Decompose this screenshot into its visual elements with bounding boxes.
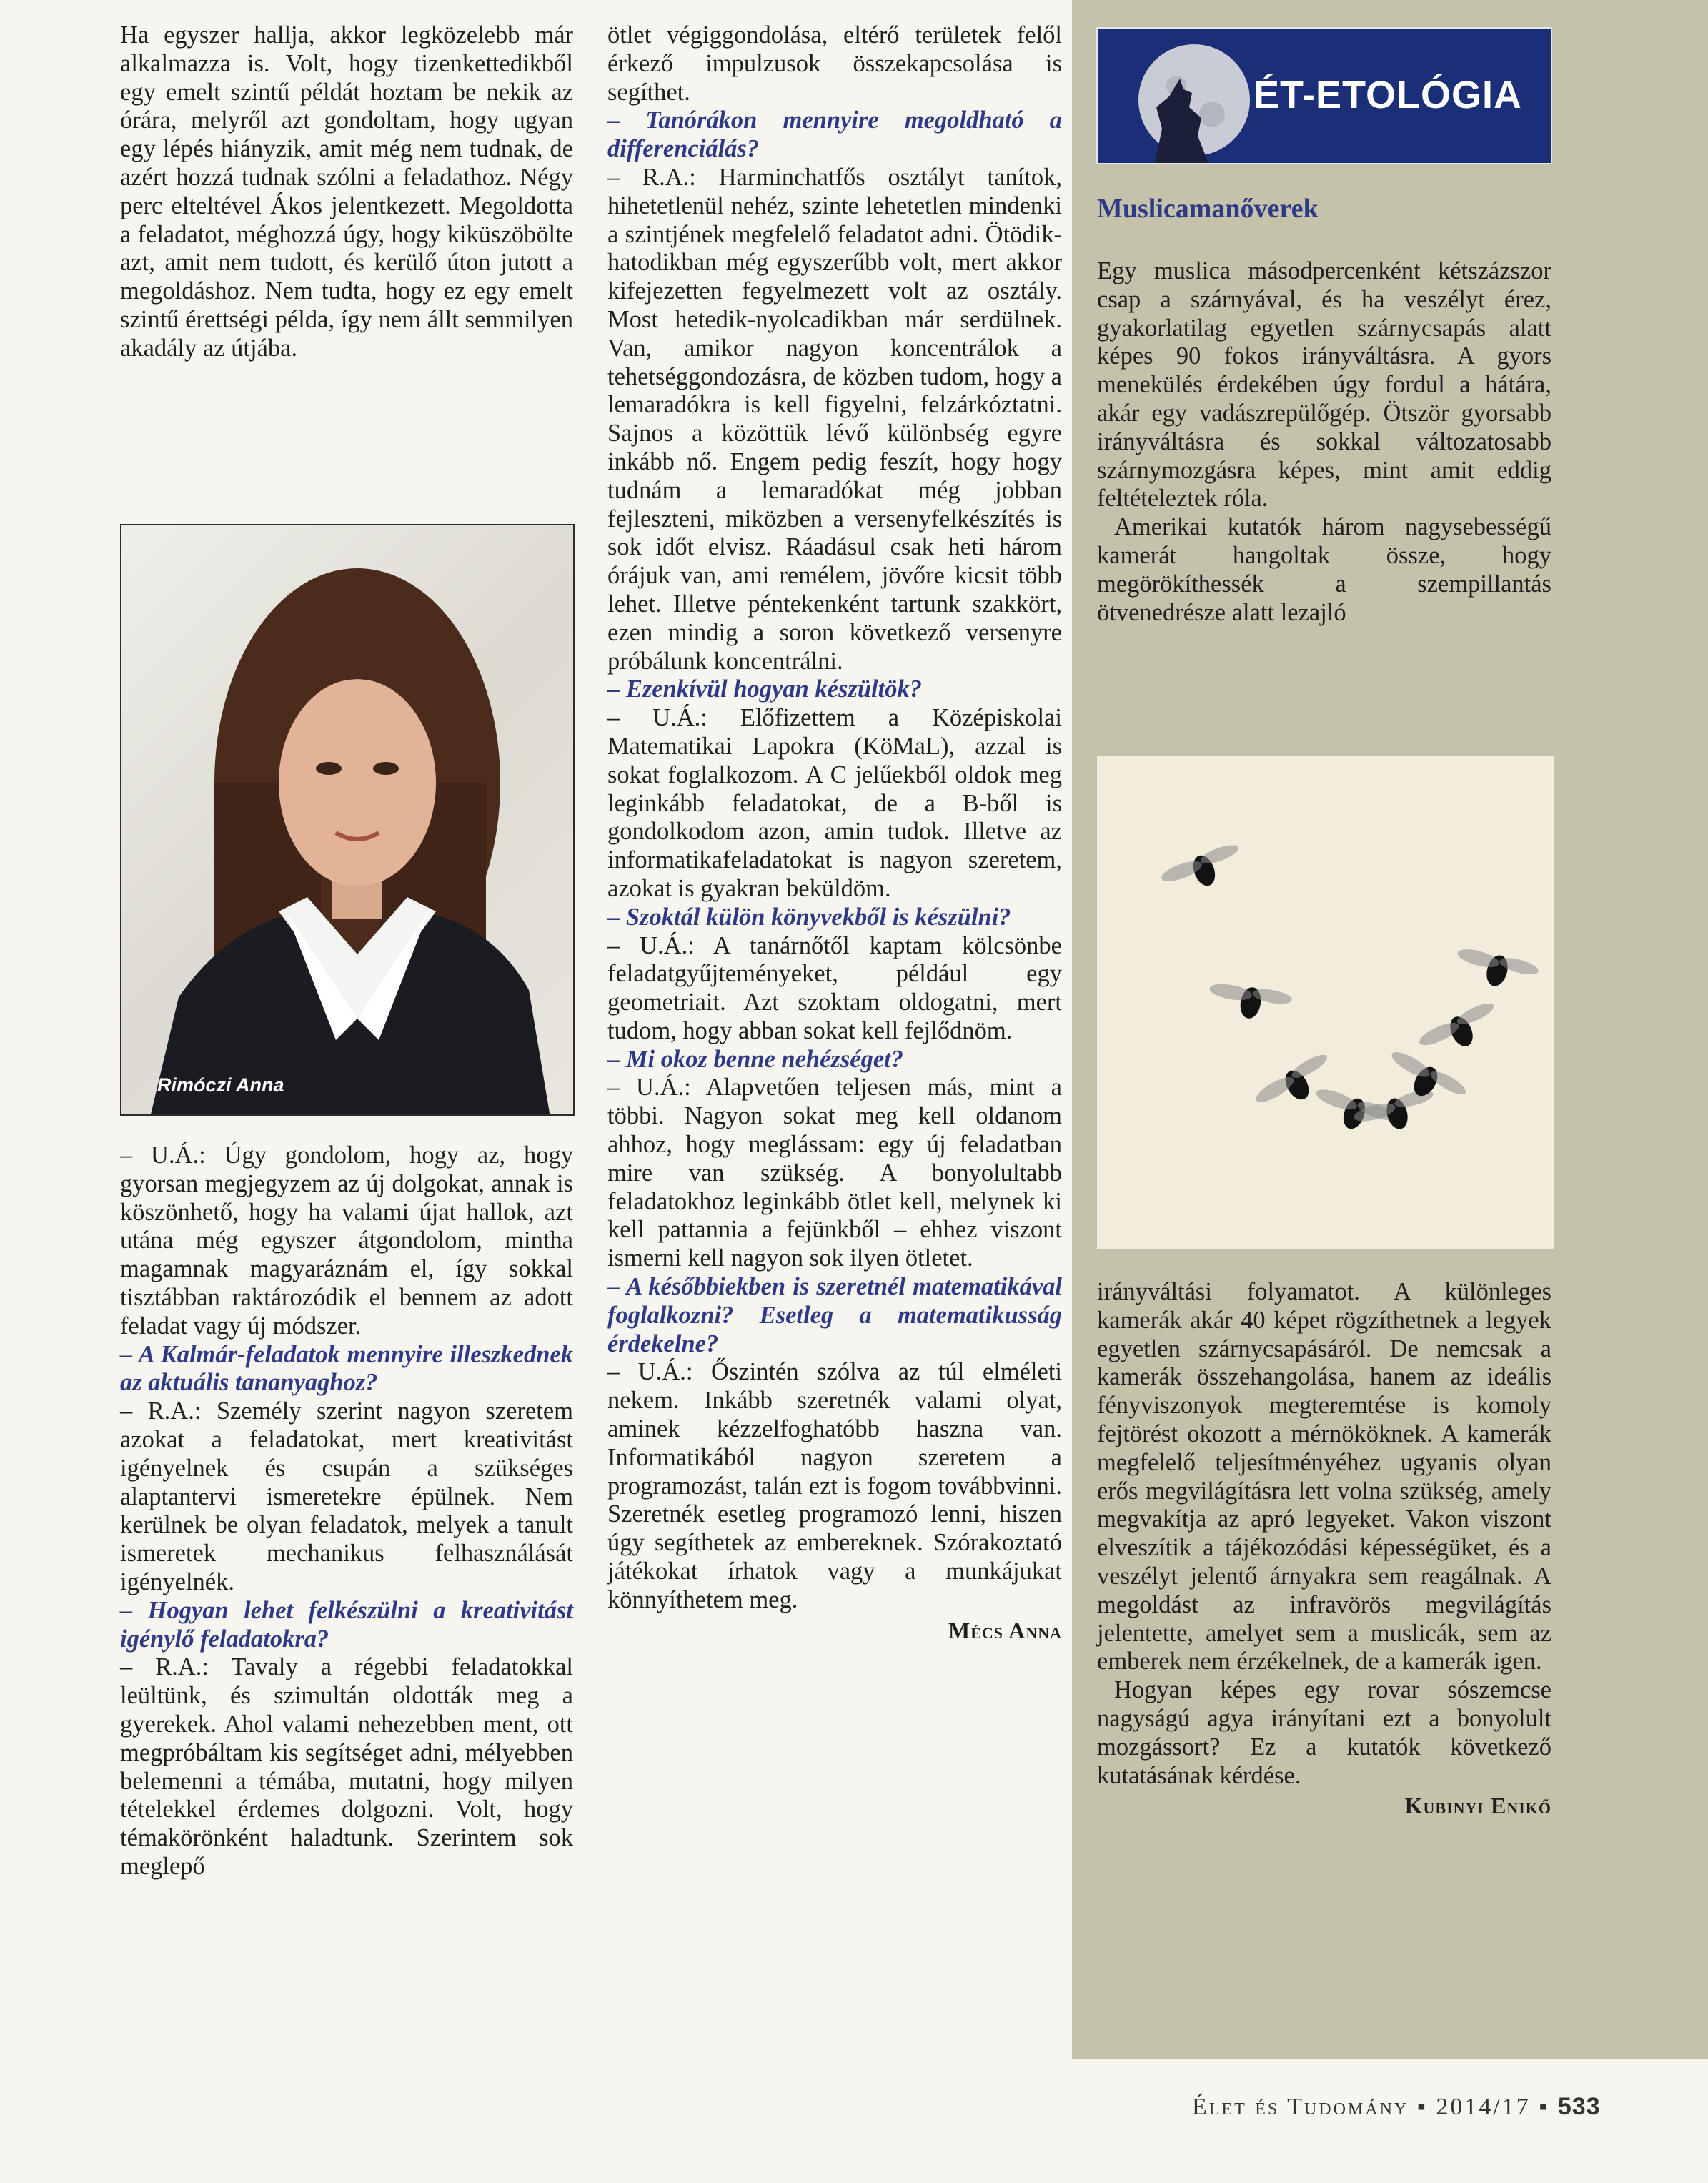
col1-question-1: – A Kalmár-feladatok mennyire illeszkednek az aktuális tananyaghoz? [120, 1340, 573, 1397]
col3-para-4: Hogyan képes egy rovar sószemcse nagyságú agya irányítani ezt a bonyolult mozgássort? Ez a kutatók következő kutatásának kérdése. [1097, 1676, 1551, 1789]
moon-wolf-icon [1112, 29, 1262, 163]
col2-question-5: – A későbbiekben is szeretnél matematikával foglalkozni? Esetleg a matematikusság érdekelne? [607, 1273, 1062, 1357]
col3-para-2: Amerikai kutatók három nagysebességű kamerát hangoltak össze, hogy megörökíthessék a szempillantás ötvenedrésze alatt lezajló [1097, 513, 1551, 626]
col1-intro-paragraph: Ha egyszer hallja, akkor legközelebb már alkalmazza is. Volt, hogy tizenkettedikből egy emelt szintű példát hoztam be nekik az órára, melyről azt gondoltam, hogy ugyan egy lépés hiányzik, amit még nem tudnak, de azért hozzá tudnak szólni a feladathoz. Négy perc elteltével Ákos jelentkezett. Megoldotta a feladatot, méghozzá úgy, hogy kiküszöbölte azt, amit nem tudott, és kerülő úton jutott a megoldáshoz. Nem tudta, hogy ez egy emelt szintű érettségi példa, így nem állt semmilyen akadály az útjába. [120, 21, 573, 362]
col2-question-2: – Ezenkívül hogyan készültök? [607, 675, 922, 703]
column-1 [120, 21, 573, 363]
col3-para-1: Egy muslica másodpercenként kétszázszor csap a szárnyával, és ha veszélyt érez, gyakorlatilag egyetlen szárnycsapás alatt képes 90 fokos irányváltásra. A gyors menekülés érdekében úgy fordul a hátára, akár egy vadászrepülőgép. Ötször gyorsabb irányváltásra és sokkal változatosabb szárnymozgásra képes, mint amit eddig feltételeztek róla. [1097, 257, 1551, 513]
col2-question-3: – Szoktál külön könyvekből is készülni? [607, 903, 1011, 931]
flies-trajectory-illustration [1097, 756, 1554, 1249]
col3-para-3: irányváltási folyamatot. A különleges kamerák akár 40 képet rögzíthetnek a legyek egyetlen szárnycsapásáról. De nemcsak a kamerák összehangolása, hanem az ideális fényviszonyok megteremtése is komoly fejtörést okozott a mérnököknek. A kamerák megfelelő teljesítményéhez ugyanis olyan erős megvilágításra lett volna szükség, amely megvakítja az apró legyeket. Vakon viszont elveszítik a tájékozódási képességüket, és a veszélyt jelentő árnyakra sem reagálnak. A megoldást az infravörös megvilágítás jelentette, amelyet sem a muslicák, sem az emberek nem érzékelnek, de a kamerák igen. [1097, 1278, 1551, 1675]
footer-journal: Élet és Tudomány [1192, 2094, 1409, 2120]
column-1-bottom [120, 1142, 573, 1881]
page-footer [1192, 2093, 1601, 2121]
col2-answer-1: – R.A.: Harminchatfős osztályt tanítok, hihetetlenül nehéz, szinte lehetetlen mindenki a szintjének megfelelő feladatot adni. Ötödik-hatodikban még egyszerűbb volt, mert akkor kifejezetten fegyelmezett volt az osztály. Most hetedik-nyolcadikban már serdülnek. Van, amikor nagyon koncentrálok a tehetséggondozásra, de közben tudom, hogy a lemaradókra is kell figyelni, felzárkóztatni. Sajnos a közöttük lévő különbség egyre inkább nő. Engem pedig feszít, hogy hogy tudnám a lemaradókat még jobban fejleszteni, miközben a versenyfelkészítés is sok időt elvisz. Ráadásul csak heti három órájuk van, ami remélem, jövőre kicsit több lehet. Illetve péntekenként tartunk szakkört, ezen mindig a soron következő versenyre próbálunk koncentrálni. [607, 163, 1062, 675]
col2-question-1: – Tanórákon mennyire megoldható a differenciálás? [607, 107, 1062, 163]
section-header [1096, 27, 1552, 164]
portrait-photo [120, 524, 575, 1116]
section-title-etologia: ÉT-ETOLÓGIA [1253, 74, 1523, 117]
footer-issue: 2014/17 [1436, 2094, 1531, 2120]
column-3-bottom [1097, 1278, 1551, 1819]
column-3 [1097, 193, 1551, 627]
col2-answer-5: – U.Á.: Őszintén szólva az túl elméleti nekem. Inkább szeretnék valami olyat, aminek kézzelfoghatóbb haszna van. Informatikából nagyon szeretem a programozást, talán ezt is fogom továbbvinni. Szeretnék esetleg programozó lenni, hiszen úgy segíthetek az embereknek. Szórakoztató játékokat írhatok vagy a munkájukat könnyíthetem meg. [607, 1358, 1062, 1613]
col3-signature: Kubinyi Enikő [1404, 1793, 1551, 1819]
col2-answer-3: – U.Á.: A tanárnőtől kaptam kölcsönbe feladatgyűjteményeket, például egy geometriait. Azt szoktam oldogatni, mert tudom, hogy abban sokat kell fejlődnöm. [607, 931, 1062, 1044]
portrait-illustration [121, 525, 575, 1116]
page-number: 533 [1557, 2093, 1601, 2120]
col1-answer-2: – R.A.: Személy szerint nagyon szeretem azokat a feladatokat, mert kreativitást igényelnek és csupán a szükséges alaptantervi ismeretekre épülnek. Nem kerülnek be olyan feladatok, melyek a tanult ismeretek mechanikus felhasználását igényelnék. [120, 1397, 573, 1595]
col2-signature: Mécs Anna [948, 1617, 1062, 1643]
article-title: Muslicamanőverek [1097, 194, 1319, 224]
fruit-fly-image [1097, 756, 1554, 1249]
column-2 [607, 21, 1062, 1644]
col1-answer-3: – R.A.: Tavaly a régebbi feladatokkal leültünk, és szimultán oldották meg a gyerekek. Ahol valami nehezebben ment, ott megpróbáltam kis segítséget adni, mélyebben belemenni a témába, mutatni, hogy milyen tételekkel érdemes dolgozni. Volt, hogy témakörönként haladtunk. Szerintem sok meglepő [120, 1653, 573, 1880]
col2-answer-4: – U.Á.: Alapvetően teljesen más, mint a többi. Nagyon sokat meg kell oldanom ahhoz, hogy meglássam: egy új feladatban mire van szükség. A bonyolultabb feladatokhoz leginkább ötlet kell, melynek ki kell pattannia a fejünkből – ehhez viszont ismerni kell nagyon sok ilyen ötletet. [607, 1074, 1062, 1272]
col1-answer-1: – U.Á.: Úgy gondolom, hogy az, hogy gyorsan megjegyzem az új dolgokat, annak is köszönhető, hogy ha valami újat hallok, azt utána még egyszer átgondolom, mintha magamnak magyaráznám el, így sokkal tisztábban raktározódik el bennem az adott feladat vagy új módszer. [120, 1142, 573, 1340]
footer-separator: ▪ [1539, 2094, 1550, 2120]
col1-question-2: – Hogyan lehet felkészülni a kreativitást igénylő feladatokra? [120, 1596, 573, 1653]
col2-question-4: – Mi okoz benne nehézséget? [607, 1045, 903, 1073]
photo-caption: Rimóczi Anna [157, 1074, 284, 1096]
footer-separator: ▪ [1416, 2094, 1428, 2120]
col2-answer-2: – U.Á.: Előfizettem a Középiskolai Matematikai Lapokra (KöMaL), azzal is sokat foglalkozom. A C jelűekből oldok meg leginkább feladatokat, de a B-ből is gondolkodom azon, amin tudok. Illetve az informatikafeladatokat is nagyon szeretem, azokat is gyakran beküldöm. [607, 704, 1062, 902]
col2-para-0: ötlet végiggondolása, eltérő területek felől érkező impulzusok összekapcsolása is segíthet. [607, 21, 1062, 106]
